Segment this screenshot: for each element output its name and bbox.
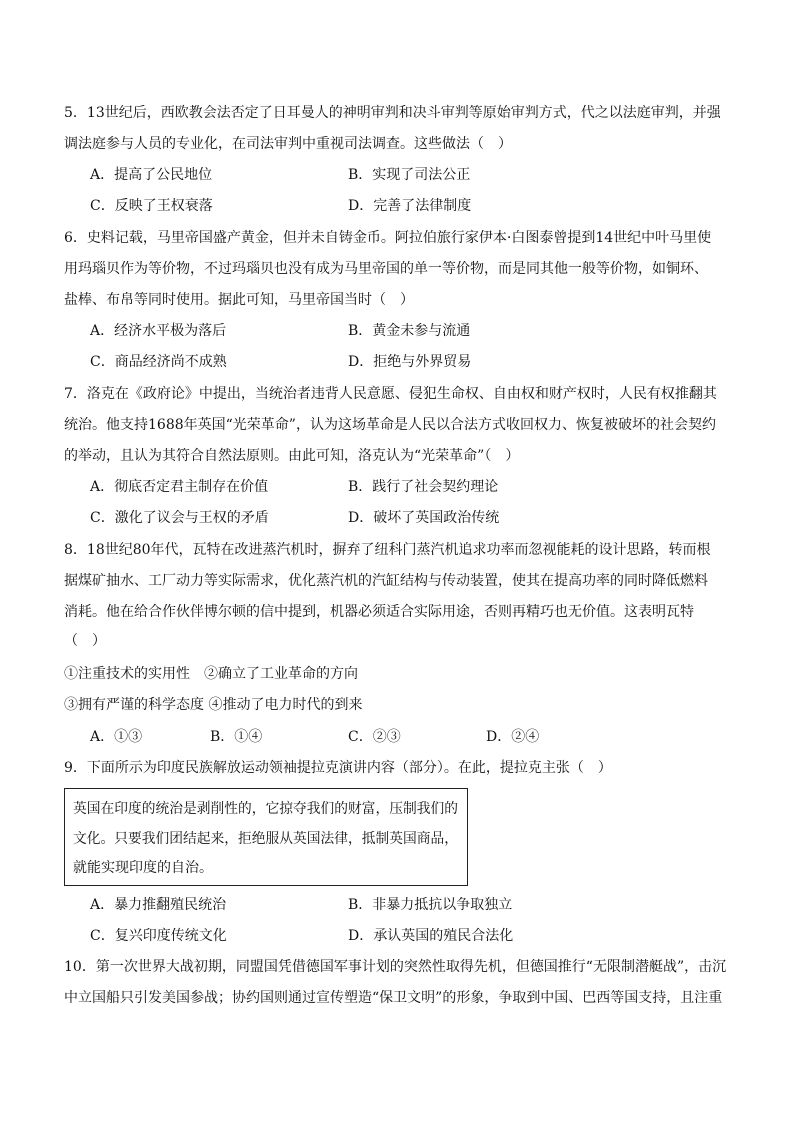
q7-stem-line-3: 的举动，且认为其符合自然法原则。由此可知，洛克认为“光荣革命”（ ）	[64, 448, 520, 464]
q7-option-b[interactable]: B．践行了社会契约理论	[348, 479, 499, 495]
q6-option-a[interactable]: A．经济水平极为落后	[90, 323, 227, 339]
q8-statements-1: ①注重技术的实用性 ②确立了工业革命的方向	[64, 666, 358, 682]
q8-option-d[interactable]: D．②④	[486, 729, 540, 745]
q5-option-b[interactable]: B．实现了司法公正	[348, 167, 471, 183]
q8-stem-line-4: （ ）	[64, 633, 106, 649]
q6-option-c[interactable]: C．商品经济尚不成熟	[90, 354, 227, 370]
q6-option-d[interactable]: D．拒绝与外界贸易	[348, 354, 472, 370]
q8-stem-line-3: 消耗。他在给合作伙伴博尔顿的信中提到，机器必须适合实际用途，否则再精巧也无价值。这表明瓦特	[64, 604, 694, 620]
q9-stem-line-1: 9．下面所示为印度民族解放运动领袖提拉克演讲内容（部分）。在此，提拉克主张（ ）	[64, 760, 612, 776]
q8-option-b[interactable]: B．①④	[210, 729, 263, 745]
q10-stem-line-1: 10．第一次世界大战初期，同盟国凭借德国军事计划的突然性取得先机，但德国推行“无限制潜艇战”，击沉	[64, 959, 727, 975]
q9-quote-line-2: 文化。只要我们团结起来，拒绝服从英国法律，抵制英国商品，	[73, 831, 458, 847]
q7-stem-line-1: 7．洛克在《政府论》中提出，当统治者违背人民意愿、侵犯生命权、自由权和财产权时，人民有权推翻其	[64, 386, 717, 402]
q6-stem-line-3: 盐棒、布帛等同时使用。据此可知，马里帝国当时（ ）	[64, 292, 414, 308]
q9-option-d[interactable]: D．承认英国的殖民合法化	[348, 928, 514, 944]
q5-stem-line-1: 5．13世纪后，西欧教会法否定了日耳曼人的神明审判和决斗审判等原始审判方式，代之以法庭审判，并强	[64, 105, 721, 121]
q9-option-c[interactable]: C．复兴印度传统文化	[90, 928, 227, 944]
q9-option-a[interactable]: A．暴力推翻殖民统治	[90, 897, 227, 913]
q5-option-a[interactable]: A．提高了公民地位	[90, 167, 213, 183]
q8-option-a[interactable]: A．①③	[90, 729, 143, 745]
q5-stem-line-2: 调法庭参与人员的专业化，在司法审判中重视司法调查。这些做法（ ）	[64, 136, 512, 152]
q8-statements-2: ③拥有严谨的科学态度 ④推动了电力时代的到来	[64, 697, 363, 713]
q6-stem-line-2: 用玛瑙贝作为等价物，不过玛瑙贝也没有成为马里帝国的单一等价物，而是同其他一般等价物，如铜环、	[64, 261, 708, 277]
q5-option-c[interactable]: C．反映了王权衰落	[90, 198, 213, 214]
q9-quote-line-1: 英国在印度的统治是剥削性的，它掠夺我们的财富，压制我们的	[73, 801, 458, 817]
q6-stem-line-1: 6．史料记载，马里帝国盛产黄金，但并未自铸金币。阿拉伯旅行家伊本·白图泰曾提到14世纪中叶马里使	[64, 230, 712, 246]
q5-option-d[interactable]: D．完善了法律制度	[348, 198, 472, 214]
q7-option-d[interactable]: D．破坏了英国政治传统	[348, 510, 500, 526]
q7-option-a[interactable]: A．彻底否定君主制存在价值	[90, 479, 269, 495]
q7-option-c[interactable]: C．激化了议会与王权的矛盾	[90, 510, 269, 526]
q9-option-b[interactable]: B．非暴力抵抗以争取独立	[348, 897, 513, 913]
q8-option-c[interactable]: C．②③	[348, 729, 401, 745]
q10-stem-line-2: 中立国船只引发美国参战；协约国则通过宣传塑造“保卫文明”的形象，争取到中国、巴西等国支持，且注重	[64, 990, 723, 1006]
q9-quote-line-3: 就能实现印度的自治。	[73, 860, 213, 876]
q8-stem-line-1: 8．18世纪80年代，瓦特在改进蒸汽机时，摒弃了纽科门蒸汽机追求功率而忽视能耗的设计思路，转而根	[64, 542, 711, 558]
q7-stem-line-2: 统治。他支持1688年英国“光荣革命”，认为这场革命是人民以合法方式收回权力、恢复被破坏的社会契约	[64, 417, 716, 433]
q8-stem-line-2: 据煤矿抽水、工厂动力等实际需求，优化蒸汽机的汽缸结构与传动装置，使其在提高功率的同时降低燃料	[64, 573, 708, 589]
q6-option-b[interactable]: B．黄金未参与流通	[348, 323, 471, 339]
q9-quote-box	[64, 788, 468, 886]
